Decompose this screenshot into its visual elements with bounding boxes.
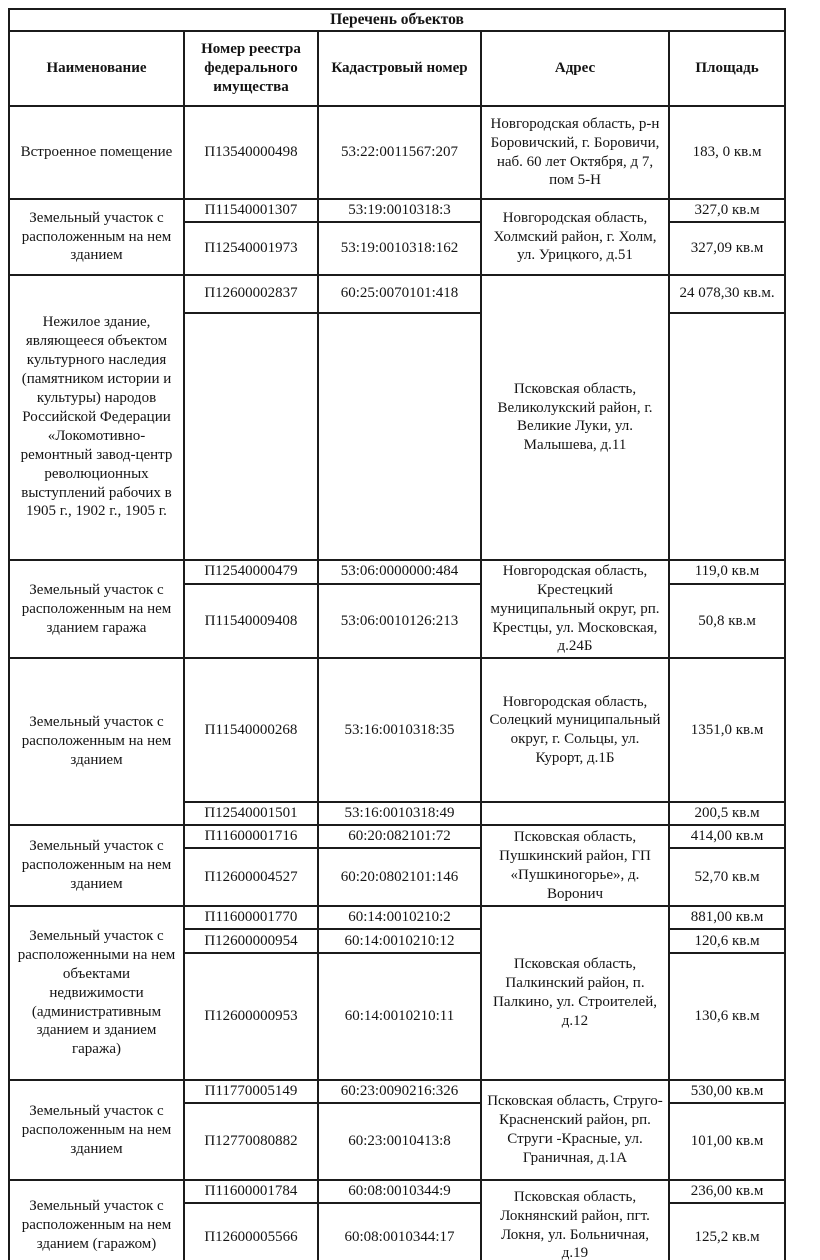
cell-reg: П12600004527 [184,848,318,906]
cell-reg: П12600002837 [184,275,318,313]
cell-area: 125,2 кв.м [669,1203,785,1260]
cell-area: 1351,0 кв.м [669,658,785,802]
cell-area: 414,00 кв.м [669,825,785,848]
cell-address [481,802,669,825]
cell-name: Встроенное помещение [9,106,184,199]
cell-cad: 53:19:0010318:162 [318,222,481,275]
table-row [9,560,785,584]
cell-name: Земельный участок с расположенным на нем зданием [9,658,184,825]
cell-cad: 53:22:0011567:207 [318,106,481,199]
cell-reg: П12540000479 [184,560,318,584]
table-row [9,658,785,802]
cell-reg: П11770005149 [184,1080,318,1103]
cell-cad: 60:08:0010344:9 [318,1180,481,1203]
table-row [9,275,785,313]
cell-area: 881,00 кв.м [669,906,785,929]
table-header-row [9,31,785,106]
cell-cad: 53:16:0010318:35 [318,658,481,802]
column-header-cadastral-number: Кадастровый номер [318,31,481,106]
cell-cad: 53:06:0010126:213 [318,584,481,659]
column-header-registry-number: Номер реестра федерального имущества [184,31,318,106]
cell-name: Земельный участок с расположенным на нем зданием [9,199,184,275]
cell-reg: П12600005566 [184,1203,318,1260]
cell-reg: П12770080882 [184,1103,318,1180]
cell-cad: 60:20:0802101:146 [318,848,481,906]
cell-reg: П11600001770 [184,906,318,929]
cell-name: Земельный участок с расположенным на нем зданием (гаражом) [9,1180,184,1260]
cell-address: Псковская область, Локнянский район, пгт. Локня, ул. Больничная, д.19 [481,1180,669,1260]
cell-cad: 60:23:0090216:326 [318,1080,481,1103]
table-row [9,825,785,848]
cell-area: 200,5 кв.м [669,802,785,825]
table-row [9,1080,785,1103]
cell-name: Земельный участок с расположенным на нем зданием гаража [9,560,184,658]
cell-reg: П11540001307 [184,199,318,222]
cell-address: Псковская область, Великолукский район, г. Великие Луки, ул. Малышева, д.11 [481,275,669,560]
cell-cad: 60:14:0010210:2 [318,906,481,929]
cell-area: 183, 0 кв.м [669,106,785,199]
cell-address: Псковская область, Палкинский район, п. Палкино, ул. Строителей, д.12 [481,906,669,1080]
cell-reg: П13540000498 [184,106,318,199]
cell-cad: 60:14:0010210:12 [318,929,481,953]
cell-area: 52,70 кв.м [669,848,785,906]
cell-address: Псковская область, Пушкинский район, ГП «Пушкиногорье», д. Воронич [481,825,669,906]
table-body [9,106,785,1260]
cell-area: 101,00 кв.м [669,1103,785,1180]
cell-address: Псковская область, Струго-Красненский район, рп. Струги -Красные, ул. Граничная, д.1А [481,1080,669,1180]
cell-cad: 60:08:0010344:17 [318,1203,481,1260]
cell-cad: 60:20:082101:72 [318,825,481,848]
table-row [9,906,785,929]
cell-reg: П12540001973 [184,222,318,275]
cell-cad: 60:14:0010210:11 [318,953,481,1080]
table-row [9,199,785,222]
cell-area [669,313,785,560]
cell-cad: 53:06:0000000:484 [318,560,481,584]
cell-address: Новгородская область, р-н Боровичский, г. Боровичи, наб. 60 лет Октября, д 7, пом 5-Н [481,106,669,199]
table-title-row [9,9,785,31]
objects-registry-table [8,8,786,1260]
cell-area: 24 078,30 кв.м. [669,275,785,313]
cell-reg [184,313,318,560]
cell-area: 50,8 кв.м [669,584,785,659]
cell-name: Земельный участок с расположенным на нем зданием [9,1080,184,1180]
cell-reg: П11540000268 [184,658,318,802]
cell-cad: 53:16:0010318:49 [318,802,481,825]
cell-reg: П11600001784 [184,1180,318,1203]
cell-area: 530,00 кв.м [669,1080,785,1103]
cell-name: Нежилое здание, являющееся объектом культурного наследия (памятником истории и культуры) народов Российской Федерации «Локомотивно-ремонтный завод-центр революционных выступлений рабочих в 1905 г., 1902 г., 1905 г. [9,275,184,560]
column-header-address: Адрес [481,31,669,106]
cell-cad: 53:19:0010318:3 [318,199,481,222]
cell-cad: 60:25:0070101:418 [318,275,481,313]
cell-area: 120,6 кв.м [669,929,785,953]
cell-reg: П11540009408 [184,584,318,659]
cell-reg: П12600000954 [184,929,318,953]
cell-address: Новгородская область, Солецкий муниципальный округ, г. Сольцы, ул. Курорт, д.1Б [481,658,669,802]
column-header-area: Площадь [669,31,785,106]
cell-address: Новгородская область, Крестецкий муниципальный округ, рп. Крестцы, ул. Московская, д.24Б [481,560,669,658]
cell-area: 119,0 кв.м [669,560,785,584]
cell-area: 327,0 кв.м [669,199,785,222]
cell-area: 130,6 кв.м [669,953,785,1080]
table-row [9,1180,785,1203]
cell-cad: 60:23:0010413:8 [318,1103,481,1180]
cell-name: Земельный участок с расположенными на нем объектами недвижимости (административным зданием и зданием гаража) [9,906,184,1080]
cell-reg: П12540001501 [184,802,318,825]
cell-area: 236,00 кв.м [669,1180,785,1203]
cell-cad [318,313,481,560]
cell-name: Земельный участок с расположенным на нем зданием [9,825,184,906]
column-header-name: Наименование [9,31,184,106]
cell-area: 327,09 кв.м [669,222,785,275]
cell-reg: П11600001716 [184,825,318,848]
table-row [9,106,785,199]
table-title: Перечень объектов [9,9,785,31]
cell-address: Новгородская область, Холмский район, г. Холм, ул. Урицкого, д.51 [481,199,669,275]
cell-reg: П12600000953 [184,953,318,1080]
